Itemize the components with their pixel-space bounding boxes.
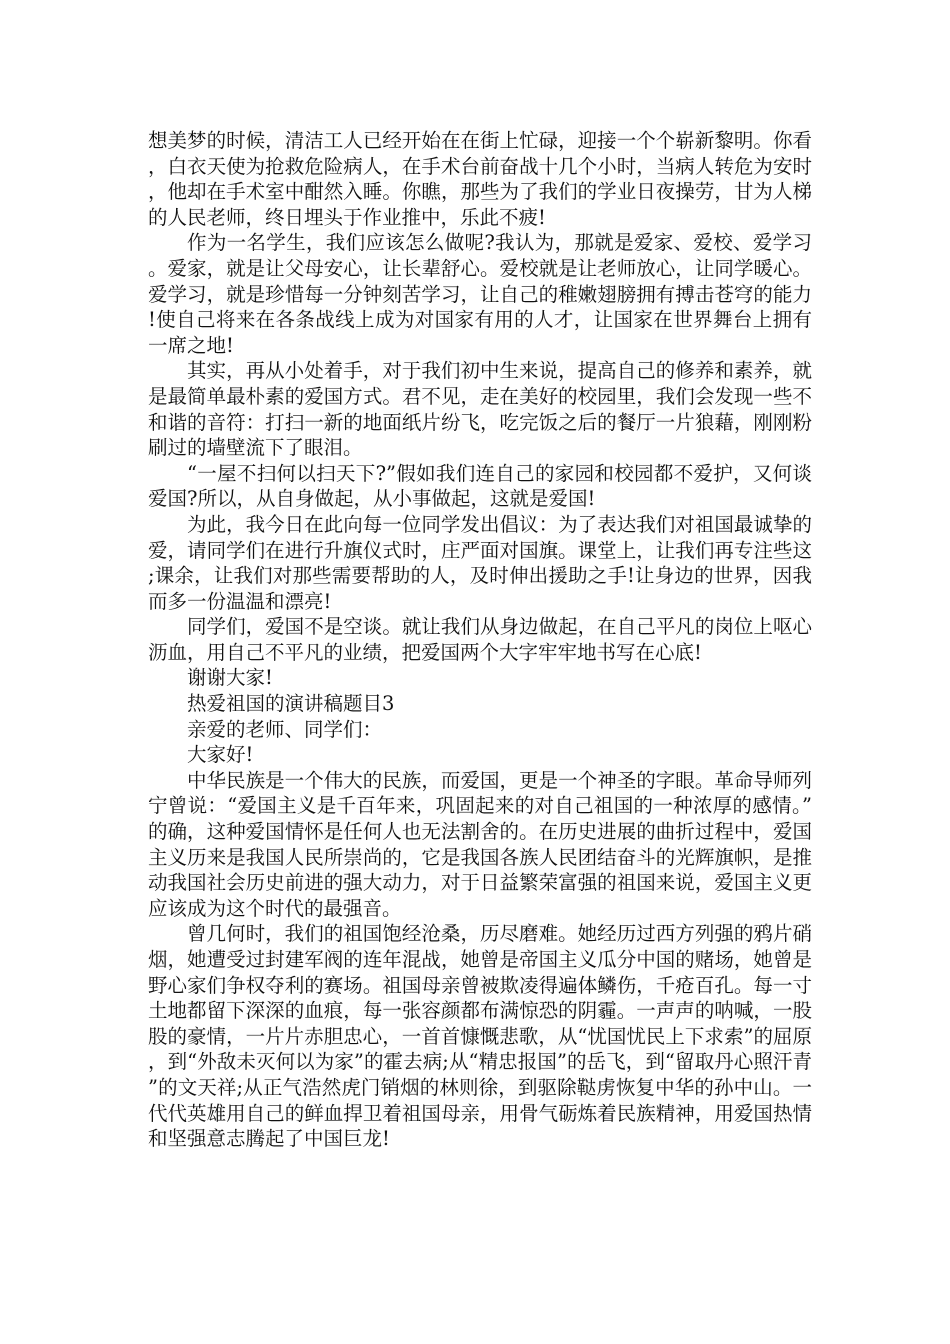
paragraph: 中华民族是一个伟大的民族，而爱国，更是一个神圣的字眼。革命导师列宁曾说：“爱国主义是千百年来，巩固起来的对自己祖国的一种浓厚的感情。”的确，这种爱国情怀是任何人也无法割舍的。在历史进展的曲折过程中，爱国主义历来是我国人民所崇尚的，它是我国各族人民团结奋斗的光辉旗帜，是推动我国社会历史前进的强大动力，对于日益繁荣富强的祖国来说，爱国主义更应该成为这个时代的最强音。 <box>148 768 812 920</box>
paragraph: 为此，我今日在此向每一位同学发出倡议：为了表达我们对祖国最诚挚的爱，请同学们在进行升旗仪式时，庄严面对国旗。课堂上，让我们再专注些这;课余，让我们对那些需要帮助的人，及时伸出援助之手!让身边的世界，因我而多一份温温和漂亮! <box>148 512 812 613</box>
paragraph: 同学们，爱国不是空谈。就让我们从身边做起，在自己平凡的岗位上呕心沥血，用自己不平凡的业绩，把爱国两个大字牢牢地书写在心底! <box>148 615 812 664</box>
speech-title: 热爱祖国的演讲稿题目3 <box>187 692 395 716</box>
paragraph: “一屋不扫何以扫天下?”假如我们连自己的家园和校园都不爱护，又何谈爱国?所以，从自身做起，从小事做起，这就是爱国! <box>148 461 812 511</box>
paragraph: 曾几何时，我们的祖国饱经沧桑，历尽磨难。她经历过西方列强的鸦片硝烟，她遭受过封建军阀的连年混战，她曾是帝国主义瓜分中国的赌场，她曾是野心家们争权夺利的赛场。祖国母亲曾被欺凌得遍体鳞伤，千疮百孔。每一寸土地都留下深深的血痕，每一张容颜都布满惊恐的阴霾。一声声的呐喊，一股股的豪情，一片片赤胆忠心，一首首慷慨悲歌，从“忧国忧民上下求索”的屈原，到“外敌未灭何以为家”的霍去病;从“精忠报国”的岳飞，到“留取丹心照汗青”的文天祥;从正气浩然虎门销烟的林则徐，到驱除鞑虏恢复中华的孙中山。一代代英雄用自己的鲜血捍卫着祖国母亲，用骨气砺炼着民族精神，用爱国热情和坚强意志腾起了中国巨龙! <box>148 922 812 1151</box>
closing-line: 谢谢大家! <box>187 666 273 690</box>
paragraph: 其实，再从小处着手，对于我们初中生来说，提高自己的修养和素养，就是最简单最朴素的爱国方式。君不见，走在美好的校园里，我们会发现一些不和谐的音符：打扫一新的地面纸片纷飞，吃完饭之后的餐厅一片狼藉，刚刚粉刷过的墙壁流下了眼泪。 <box>148 359 812 460</box>
document-body <box>148 128 812 1152</box>
paragraph: 作为一名学生，我们应该怎么做呢?我认为，那就是爱家、爱校、爱学习。爱家，就是让父母安心，让长辈舒心。爱校就是让老师放心，让同学暖心。爱学习，就是珍惜每一分钟刻苦学习，让自己的稚嫩翅膀拥有搏击苍穹的能力!使自己将来在各条战线上成为对国家有用的人才，让国家在世界舞台上拥有一席之地! <box>148 231 812 357</box>
salutation: 亲爱的老师、同学们： <box>187 717 383 741</box>
greeting: 大家好! <box>187 743 254 767</box>
paragraph: 想美梦的时候，清洁工人已经开始在在街上忙碌，迎接一个个崭新黎明。你看，白衣天使为抢救危险病人，在手术台前奋战十几个小时，当病人转危为安时，他却在手术室中酣然入睡。你瞧，那些为了我们的学业日夜操劳，甘为人梯的人民老师，终日埋头于作业推中，乐此不疲! <box>148 129 812 229</box>
